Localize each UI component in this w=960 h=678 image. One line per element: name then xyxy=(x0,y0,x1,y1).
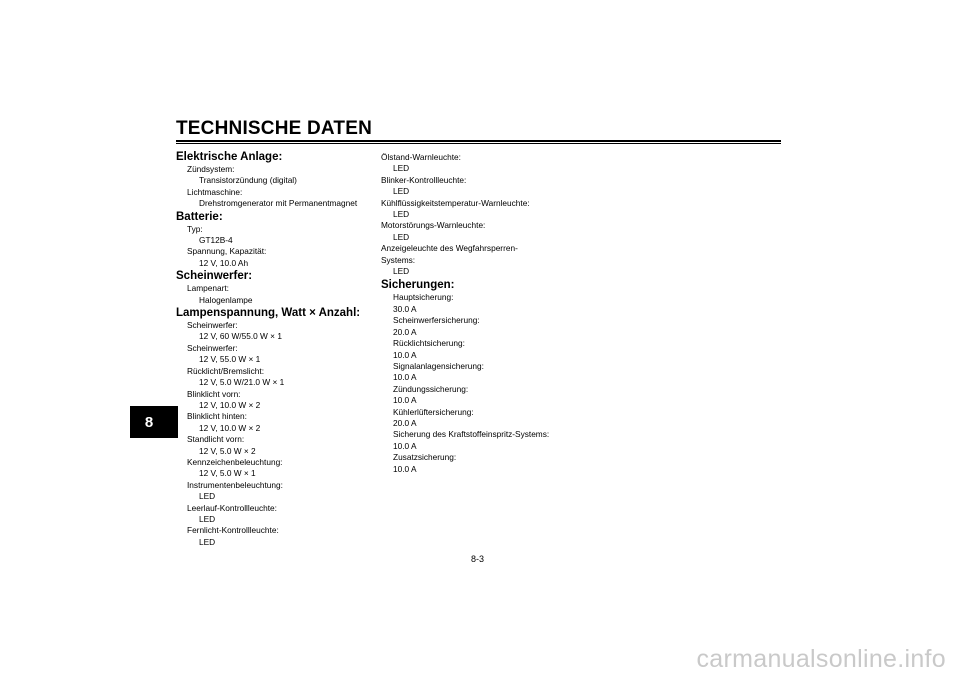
spec-value: Halogenlampe xyxy=(199,294,253,305)
spec-label: Lampenart: xyxy=(187,283,229,294)
spec-label: Fernlicht-Kontrollleuchte: xyxy=(187,525,279,536)
spec-label: Typ: xyxy=(187,223,203,234)
spec-heading: Sicherungen: xyxy=(381,279,455,292)
spec-value: Drehstromgenerator mit Permanentmagnet xyxy=(199,198,358,209)
spec-value: LED xyxy=(199,513,216,524)
page-number: 8-3 xyxy=(471,554,485,564)
spec-label: Zündsystem: xyxy=(187,164,235,174)
right-column xyxy=(381,152,621,475)
spec-label: Kühlflüssigkeitstemperatur-Warnleuchte: xyxy=(381,197,530,208)
spec-value: LED xyxy=(393,266,410,277)
spec-value: 12 V, 55.0 W × 1 xyxy=(199,354,261,365)
spec-value: 12 V, 60 W/55.0 W × 1 xyxy=(199,331,282,342)
spec-value: LED xyxy=(199,491,216,502)
spec-label: Motorstörungs-Warnleuchte: xyxy=(381,220,486,231)
spec-label: Instrumentenbeleuchtung: xyxy=(187,479,283,490)
title-rule-thin xyxy=(176,143,781,144)
spec-label: Rücklicht/Bremslicht: xyxy=(187,365,264,376)
spec-value: 10.0 A xyxy=(393,440,417,451)
spec-label: Leerlauf-Kontrollleuchte: xyxy=(187,502,277,513)
spec-label: Scheinwerfersicherung: xyxy=(393,315,480,326)
spec-heading: Batterie: xyxy=(176,210,223,223)
spec-label: Kennzeichenbeleuchtung: xyxy=(187,456,283,467)
spec-label: Zündungssicherung: xyxy=(393,383,469,394)
spec-value: 30.0 A xyxy=(393,303,417,314)
spec-label: Standlicht vorn: xyxy=(187,434,245,445)
spec-label: Sicherung des Kraftstoffeinspritz-Systems: xyxy=(393,429,550,440)
spec-value: LED xyxy=(393,163,410,174)
spec-value: 20.0 A xyxy=(393,326,417,337)
spec-heading: Lampenspannung, Watt × Anzahl: xyxy=(176,307,361,320)
spec-label: Spannung, Kapazität: xyxy=(187,246,267,257)
spec-heading: Elektrische Anlage: xyxy=(176,151,283,163)
spec-value: 10.0 A xyxy=(393,395,417,406)
watermark: carmanualsonline.info xyxy=(696,645,946,673)
chapter-number: 8 xyxy=(144,413,154,431)
spec-label: Scheinwerfer: xyxy=(187,320,238,331)
spec-label: Blinklicht vorn: xyxy=(187,388,241,399)
spec-value: 12 V, 5.0 W × 2 xyxy=(199,445,256,456)
spec-heading: Scheinwerfer: xyxy=(176,270,253,283)
spec-value: LED xyxy=(393,231,410,242)
spec-value: 12 V, 10.0 W × 2 xyxy=(199,422,261,433)
spec-value: GT12B-4 xyxy=(199,235,233,246)
spec-value: 10.0 A xyxy=(393,349,417,360)
spec-label: Zusatzsicherung: xyxy=(393,452,457,463)
title-rule-thick xyxy=(176,140,781,142)
spec-value: 12 V, 10.0 W × 2 xyxy=(199,399,261,410)
spec-value: 10.0 A xyxy=(393,463,417,474)
spec-label: Rücklichtsicherung: xyxy=(393,338,465,349)
spec-label: Kühlerlüftersicherung: xyxy=(393,406,474,417)
spec-value: LED xyxy=(393,209,410,220)
spec-value: 12 V, 5.0 W × 1 xyxy=(199,468,256,479)
spec-label: Systems: xyxy=(381,254,416,265)
page-title: TECHNISCHE DATEN xyxy=(176,118,373,139)
spec-value: 12 V, 5.0 W/21.0 W × 1 xyxy=(199,377,285,388)
spec-value: 12 V, 10.0 Ah xyxy=(199,257,249,268)
chapter-tab xyxy=(130,406,178,438)
spec-label: Lichtmaschine: xyxy=(187,186,243,197)
spec-value: 10.0 A xyxy=(393,372,417,383)
spec-value: LED xyxy=(199,536,216,547)
spec-label: Scheinwerfer: xyxy=(187,342,238,353)
spec-label: Anzeigeleuchte des Wegfahrsperren- xyxy=(381,243,518,254)
spec-label: Hauptsicherung: xyxy=(393,292,454,303)
spec-label: Blinklicht hinten: xyxy=(187,411,247,422)
spec-value: 20.0 A xyxy=(393,417,417,428)
spec-label: Blinker-Kontrollleuchte: xyxy=(381,174,467,185)
left-column xyxy=(176,150,386,548)
spec-label: Ölstand-Warnleuchte: xyxy=(381,152,461,162)
spec-label: Signalanlagensicherung: xyxy=(393,360,484,371)
spec-value: LED xyxy=(393,186,410,197)
spec-value: Transistorzündung (digital) xyxy=(199,175,297,186)
